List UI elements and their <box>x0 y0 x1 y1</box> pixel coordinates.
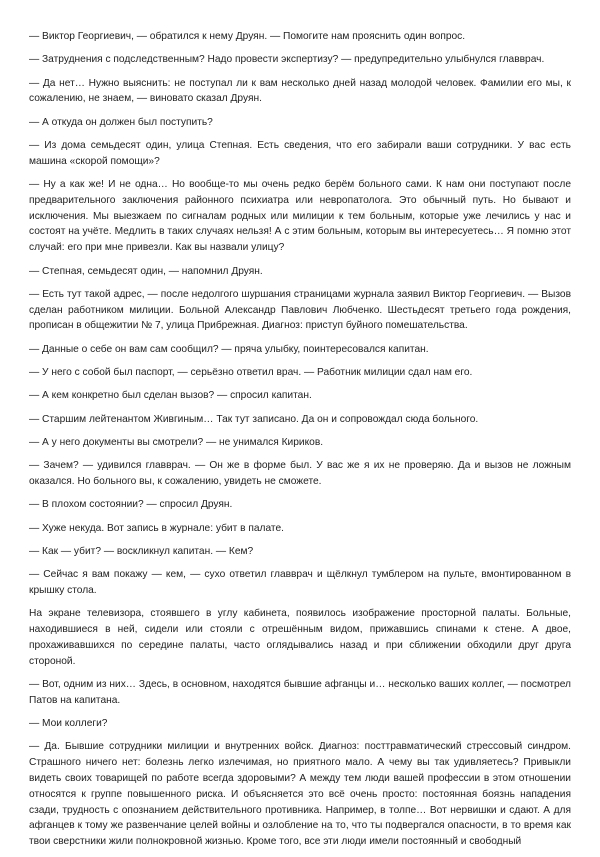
paragraph: — Из дома семьдесят один, улица Степная. Есть сведения, что его забирали ваши сотрудники. У вас есть машина «скорой помощи»? <box>29 139 571 167</box>
paragraph: На экране телевизора, стоявшего в углу кабинета, появилось изображение просторной палаты. Больные, находившиеся в ней, сидели или стояли с отрешённым видом, прижавшись спинами к стене. А двое, прохаживавшихся по середине палаты, часто оглядывались назад и при сближении обходили друг друга стороной. <box>29 608 571 667</box>
paragraph: — Вот, одним из них… Здесь, в основном, находятся бывшие афганцы и… несколько ваших коллег, — посмотрел Патов на капитана. <box>29 679 571 706</box>
paragraph: — Как — убит? — воскликнул капитан. — Кем? <box>29 545 254 557</box>
paragraph: — Ну а как же! И не одна… Но вообще-то мы очень редко берём больного сами. К нам они поступают после предварительного заключения районного психиатра или невропатолога. Это обычный путь. Но бывают и исключения. Мы выезжаем по сигналам родных или милиции к тем больным, которые уже лечились у нас и состоят на учёте. Медлить в таких случаях нельзя! А с этим больным, которым вы интересуетесь… Я помню этот случай: его при мне привезли. Как вы назвали улицу? <box>29 179 571 254</box>
paragraph: — Виктор Георгиевич, — обратился к нему Друян. — Помогите нам прояснить один вопрос. <box>29 31 466 42</box>
paragraph: — Да. Бывшие сотрудники милиции и внутренних войск. Диагноз: посттравматический стрессовый синдром. Страшного ничего нет: болезнь легко излечимая, но приятного мало. А чему вы так удивляетесь? Привыкли видеть своих товарищей по работе всегда здоровыми? А между тем люди вашей профессии в этом отношении относятся к группе повышенного риска. И объясняется это всё очень просто: постоянная боязнь нападения сзади, трудность с опознанием действительного противника. Например, в толпе… Вот нервишки и сдают. А для афганцев к тому же развенчание целей войны и озлобление на то, что ты подвергался опасности, в то время как твои сверстники жили полнокровной жизнью. Кроме того, все эти люди имели постоянный и свободный <box>29 741 571 848</box>
paragraph: — Данные о себе он вам сам сообщил? — пряча улыбку, поинтересовался капитан. <box>29 343 429 355</box>
paragraph: — Затруднения с подследственным? Надо провести экспертизу? — предупредительно улыбнулся главврач. <box>29 54 545 66</box>
paragraph: — Есть тут такой адрес, — после недолгого шуршания страницами журнала заявил Виктор Георгиевич. — Вызов сделан работником милиции. Больной Александр Павлович Любченко. Шестьдесят третьего года рождения, прописан в общежитии № 7, улица Прибрежная. Диагноз: приступ буйного помешательства. <box>29 288 571 332</box>
paragraph: — Зачем? — удивился главврач. — Он же в форме был. У вас же я их не проверяю. Да и вызов не ложным оказался. Но больного вы, к сожалению, увидеть не сможете. <box>29 460 571 488</box>
paragraph: — В плохом состоянии? — спросил Друян. <box>29 499 233 511</box>
document-page <box>29 29 571 857</box>
paragraph: — А откуда он должен был поступить? <box>29 116 213 128</box>
paragraph: — Степная, семьдесят один, — напомнил Друян. <box>29 265 263 277</box>
paragraph: — Хуже некуда. Вот запись в журнале: убит в палате. <box>29 522 284 534</box>
paragraph: — У него с собой был паспорт, — серьёзно ответил врач. — Работник милиции сдал нам его. <box>29 367 473 379</box>
paragraph: — Мои коллеги? <box>29 718 108 730</box>
paragraph: — Старшим лейтенантом Живгиным… Так тут записано. Да он и сопровождал сюда больного. <box>29 413 479 425</box>
paragraph: — А у него документы вы смотрели? — не унимался Кириков. <box>29 436 324 448</box>
paragraph: — Сейчас я вам покажу — кем, — сухо ответил главврач и щёлкнул тумблером на пульте, вмонтированном в крышку стола. <box>29 569 571 597</box>
paragraph: — А кем конкретно был сделан вызов? — спросил капитан. <box>29 390 312 402</box>
paragraph: — Да нет… Нужно выяснить: не поступал ли к вам несколько дней назад молодой человек. Фамилии его мы, к сожалению, не знаем, — виновато сказал Друян. <box>29 77 571 105</box>
